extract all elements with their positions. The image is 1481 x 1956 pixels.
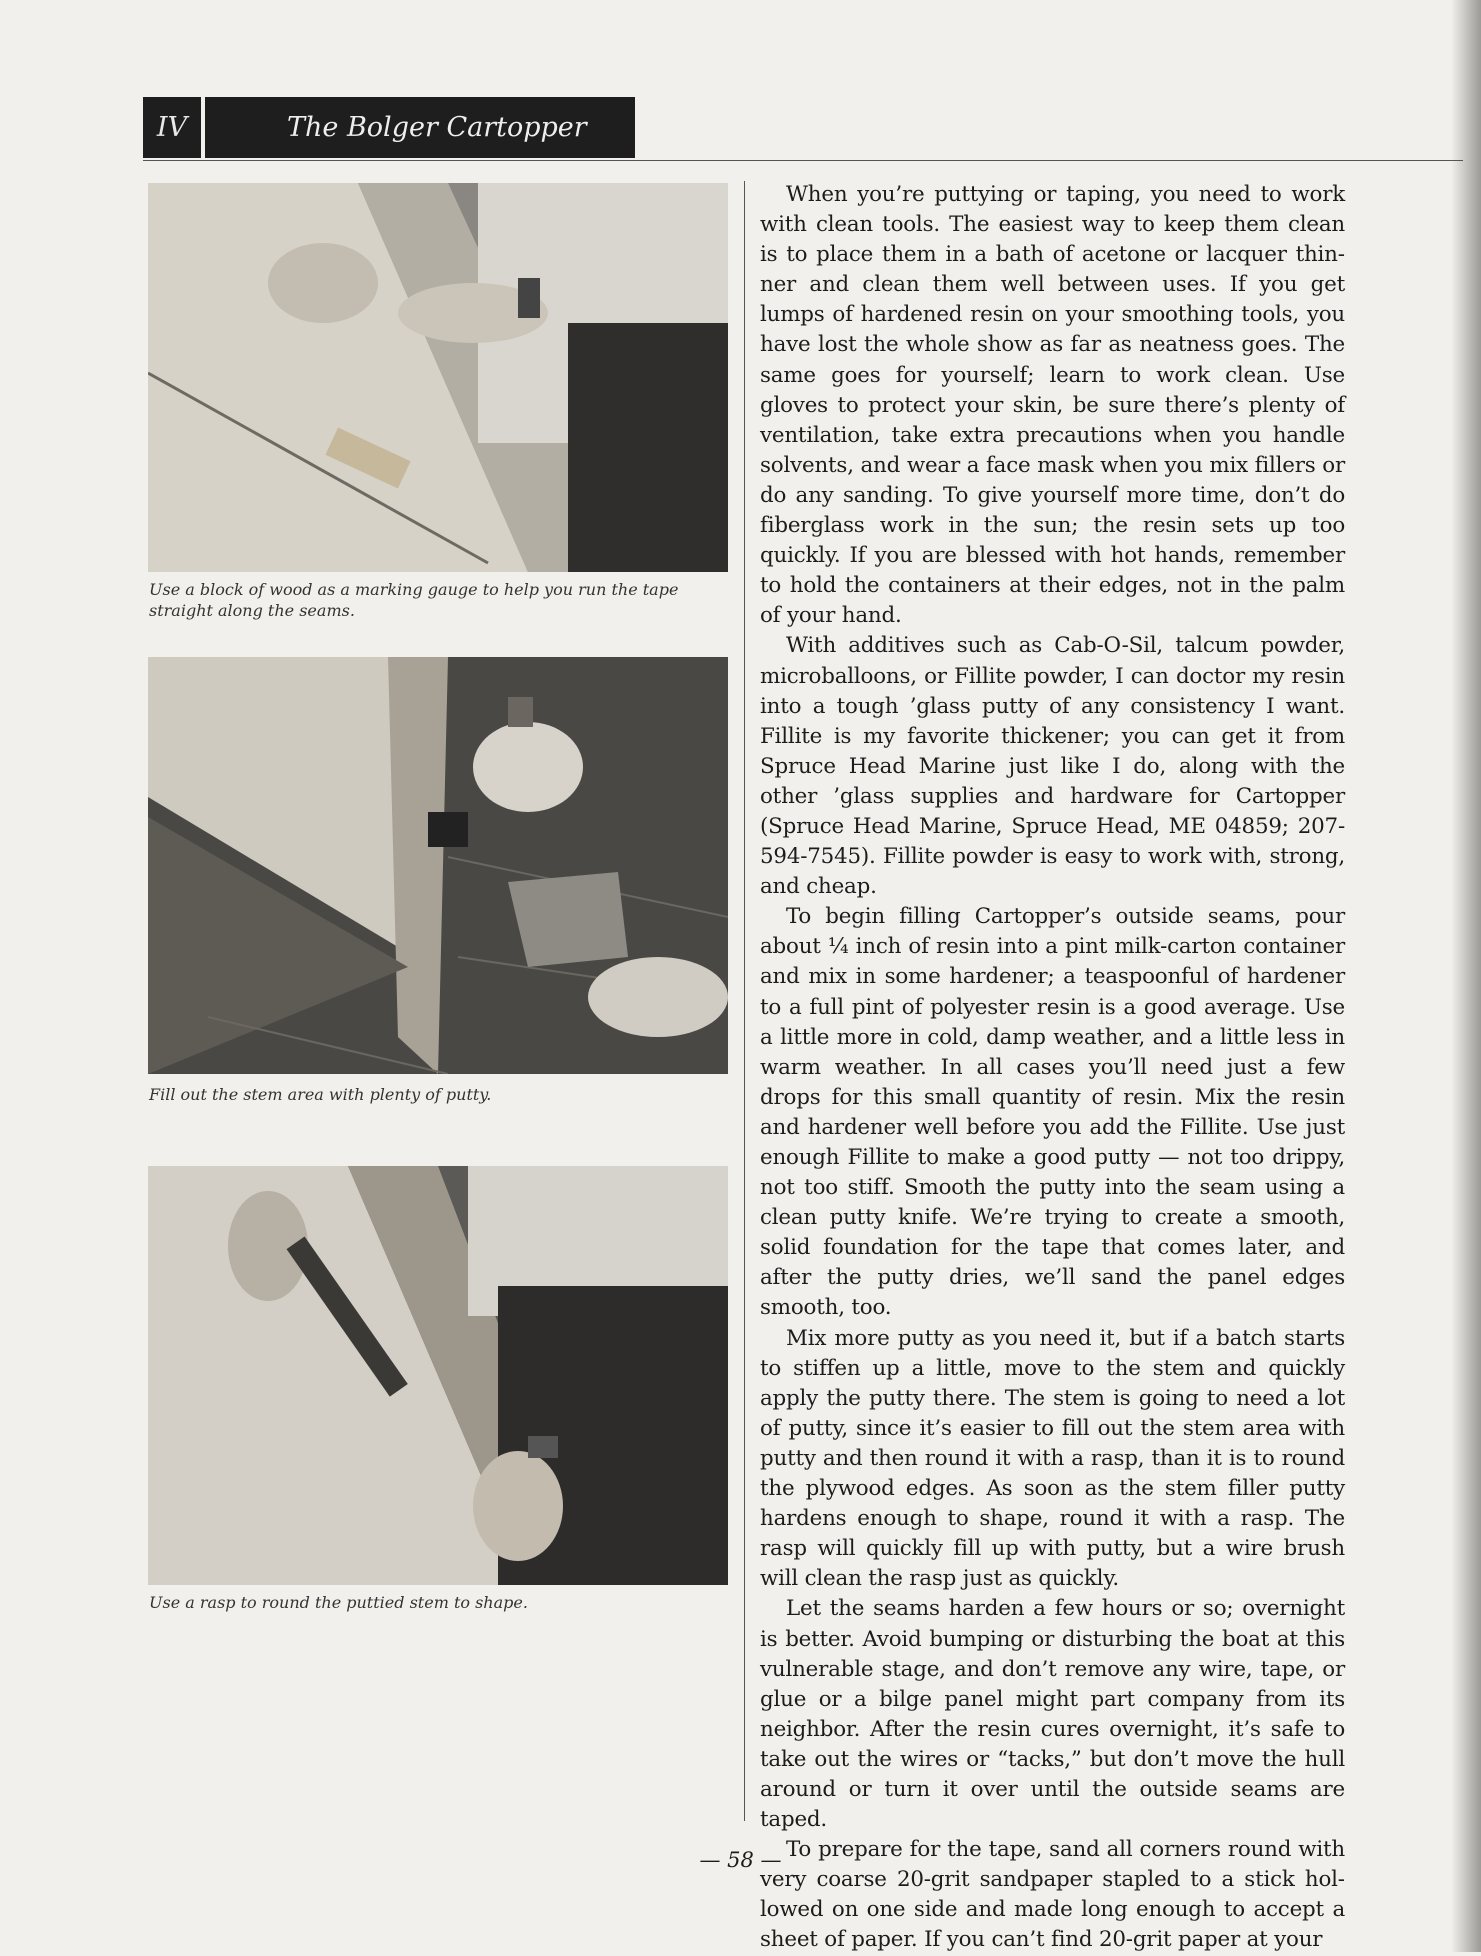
paragraph: Let the seams harden a few hours or so; overnight is better. Avoid bumping or disturbing the boat at this vulnerable stage, and don’t remove any wire, tape, or glue or a bilge panel might part company from its neighbor. After the resin cures overnight, it’s safe to take out the wires or “tacks,” but don’t move the hull around or turn it over until the outside seams are taped.: [760, 1596, 1345, 1833]
paragraph: To begin filling Cartopper’s outside seams, pour about ¼ inch of resin into a pint milk-carton container and mix in some hardener; a teaspoonful of hardener to a full pint of polyester resin is a good average. Use a little more in cold, damp weather, and a little less in warm weather. In all cases you’ll need just a few drops for this small quantity of resin. Mix the resin and hardener well before you add the Fillite. Use just enough Fillite to make a good putty — not too drippy, not too stiff. Smooth the putty into the seam using a clean putty knife. We’re trying to create a smooth, solid foundation for the tape that comes later, and after the putty dries, we’ll sand the panel edges smooth, too.: [760, 904, 1345, 1321]
paragraph: When you’re puttying or taping, you need to work with clean tools. The easiest way to keep them clean is to place them in a bath of acetone or lacquer thinner and clean them well between uses. If you get lumps of hardened resin on your smoothing tools, you have lost the whole show as far as neatness goes. The same goes for yourself; learn to work clean. Use gloves to protect your skin, be sure there’s plenty of ventilation, take extra precautions when you handle solvents, and wear a face mask when you mix fillers or do any sanding. To give yourself more time, don’t do fiberglass work in the sun; the resin sets up too quickly. If you are blessed with hot hands, remember to hold the containers at their edges, not in the palm of your hand.: [760, 182, 1345, 629]
caption-figure-1: Use a block of wood as a marking gauge to help you run the tape straight along the seams.: [149, 580, 679, 620]
running-header: [143, 97, 635, 158]
caption-figure-3: Use a rasp to round the puttied stem to shape.: [149, 1593, 528, 1612]
photo-marking-gauge: [148, 183, 728, 572]
paragraph: Mix more putty as you need it, but if a batch starts to stiffen up a little, move to the stem and quickly apply the putty there. The stem is going to need a lot of putty, since it’s easier to fill out the stem area with putty and then round it with a rasp, than it is to round the plywood edges. As soon as the stem filler putty hardens enough to shape, round it with a rasp. The rasp will quickly fill up with putty, but a wire brush will clean the rasp just as quickly.: [760, 1325, 1345, 1592]
running-title: The Bolger Cartopper: [205, 97, 635, 158]
paragraph: With additives such as Cab-O-Sil, talcum powder, microballoons, or Fillite powder, I can doctor my resin into a tough ’glass putty of any consistency I want. Fillite is my favorite thickener; you can get it from Spruce Head Marine just like I do, along with the other ’glass supplies and hardware for Cartopper (Spruce Head Marine, Spruce Head, ME 04859; 207-594-7545). Fillite powder is easy to work with, strong, and cheap.: [760, 633, 1345, 900]
photo-stem-putty: [148, 657, 728, 1074]
body-column: [760, 180, 1345, 1953]
chapter-number: IV: [143, 97, 205, 158]
caption-figure-2: Fill out the stem area with plenty of putty.: [149, 1085, 492, 1104]
page-number: — 58 —: [699, 1848, 782, 1872]
header-rule: [143, 160, 1463, 161]
column-divider: [744, 181, 745, 1821]
paragraph: To prepare for the tape, sand all corners round with very coarse 20-grit sandpaper stapled to a stick hollowed on one side and made long enough to accept a sheet of paper. If you can’t find 20-grit paper at your: [760, 1837, 1345, 1953]
photo-rasp-stem: [148, 1166, 728, 1585]
page-edge-shadow: [1451, 0, 1481, 1952]
